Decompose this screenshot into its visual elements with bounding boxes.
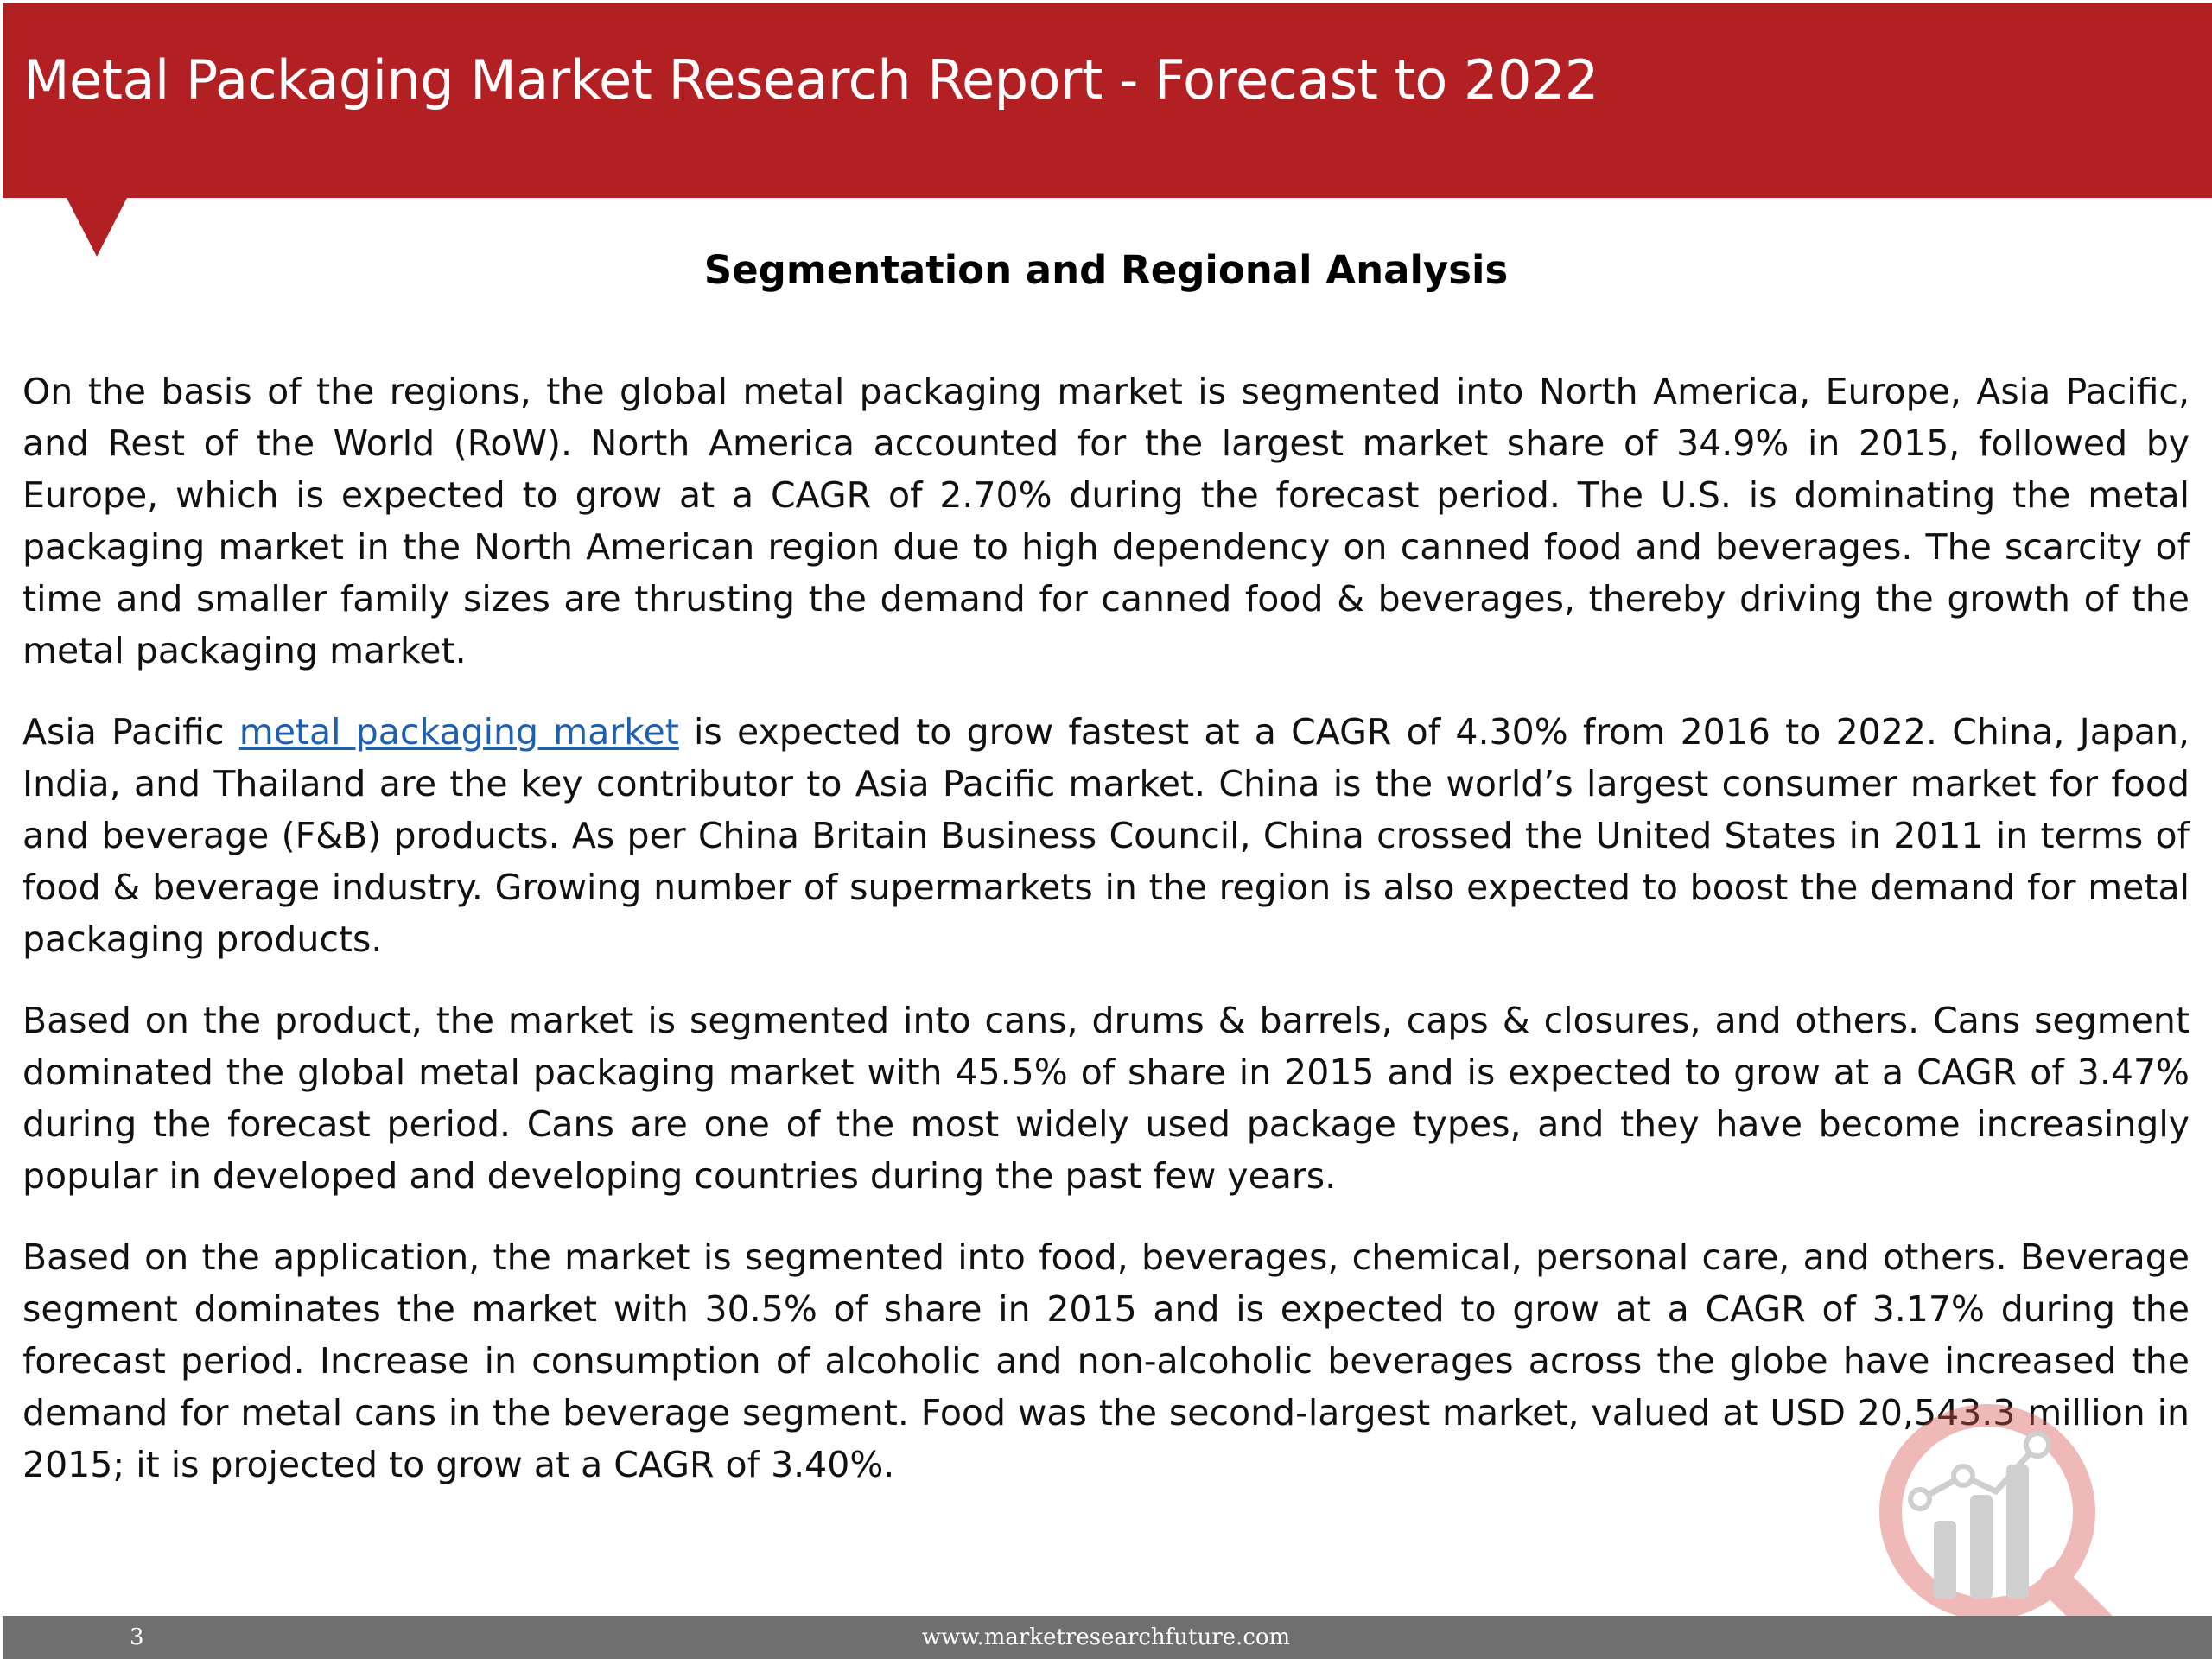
paragraph-regions: On the basis of the regions, the global metal packaging market is segmented into North America, Europe, Asia Pacific, and Rest of the World (RoW). North America accounted for the largest market share of 34.9% in 2015, followed by Europe, which is expected to grow at a CAGR of 2.70% during the forecast period. The U.S. is dominating the metal packaging market in the North American region due to high dependency on canned food and beverages. The scarcity of time and smaller family sizes are thrusting the demand for canned food & beverages, thereby driving the growth of the metal packaging market. [22, 371, 2190, 671]
body-text [22, 365, 2190, 1520]
section-heading: Segmentation and Regional Analysis [703, 247, 1509, 293]
footer-url: www.marketresearchfuture.com [921, 1624, 1291, 1650]
page-number: 3 [130, 1624, 144, 1650]
paragraph-asia-pacific-lead: Asia Pacific [22, 711, 239, 753]
page-title: Metal Packaging Market Research Report - Forecast to 2022 [23, 48, 1599, 111]
metal-packaging-market-link[interactable]: metal packaging market [238, 711, 679, 753]
paragraph-application: Based on the application, the market is segmented into food, beverages, chemical, personal care, and others. Beverage segment dominates the market with 30.5% of share in 2015 and is expected to grow at a CAGR of 3.17% during the forecast period. Increase in consumption of alcoholic and non-alcoholic beverages across the globe have increased the demand for metal cans in the beverage segment. Food was the second-largest market, valued at USD 20,543.3 million in 2015; it is projected to grow at a CAGR of 3.40%. [22, 1236, 2190, 1485]
paragraph-asia-pacific [22, 706, 2190, 965]
paragraph-asia-pacific-rest: is expected to grow fastest at a CAGR of 4.30% from 2016 to 2022. China, Japan, India, and Thailand are the key contributor to Asia Pacific market. China is the world’s largest consumer market for food and beverage (F&B) products. As per China Britain Business Council, China crossed the United States in 2011 in terms of food & beverage industry. Growing number of supermarkets in the region is also expected to boost the demand for metal packaging products. [22, 711, 2190, 960]
paragraph-product: Based on the product, the market is segmented into cans, drums & barrels, caps & closures, and others. Cans segment dominated the global metal packaging market with 45.5% of share in 2015 and is expected to grow at a CAGR of 3.47% during the forecast period. Cans are one of the most widely used package types, and they have become increasingly popular in developed and developing countries during the past few years. [22, 1000, 2190, 1197]
